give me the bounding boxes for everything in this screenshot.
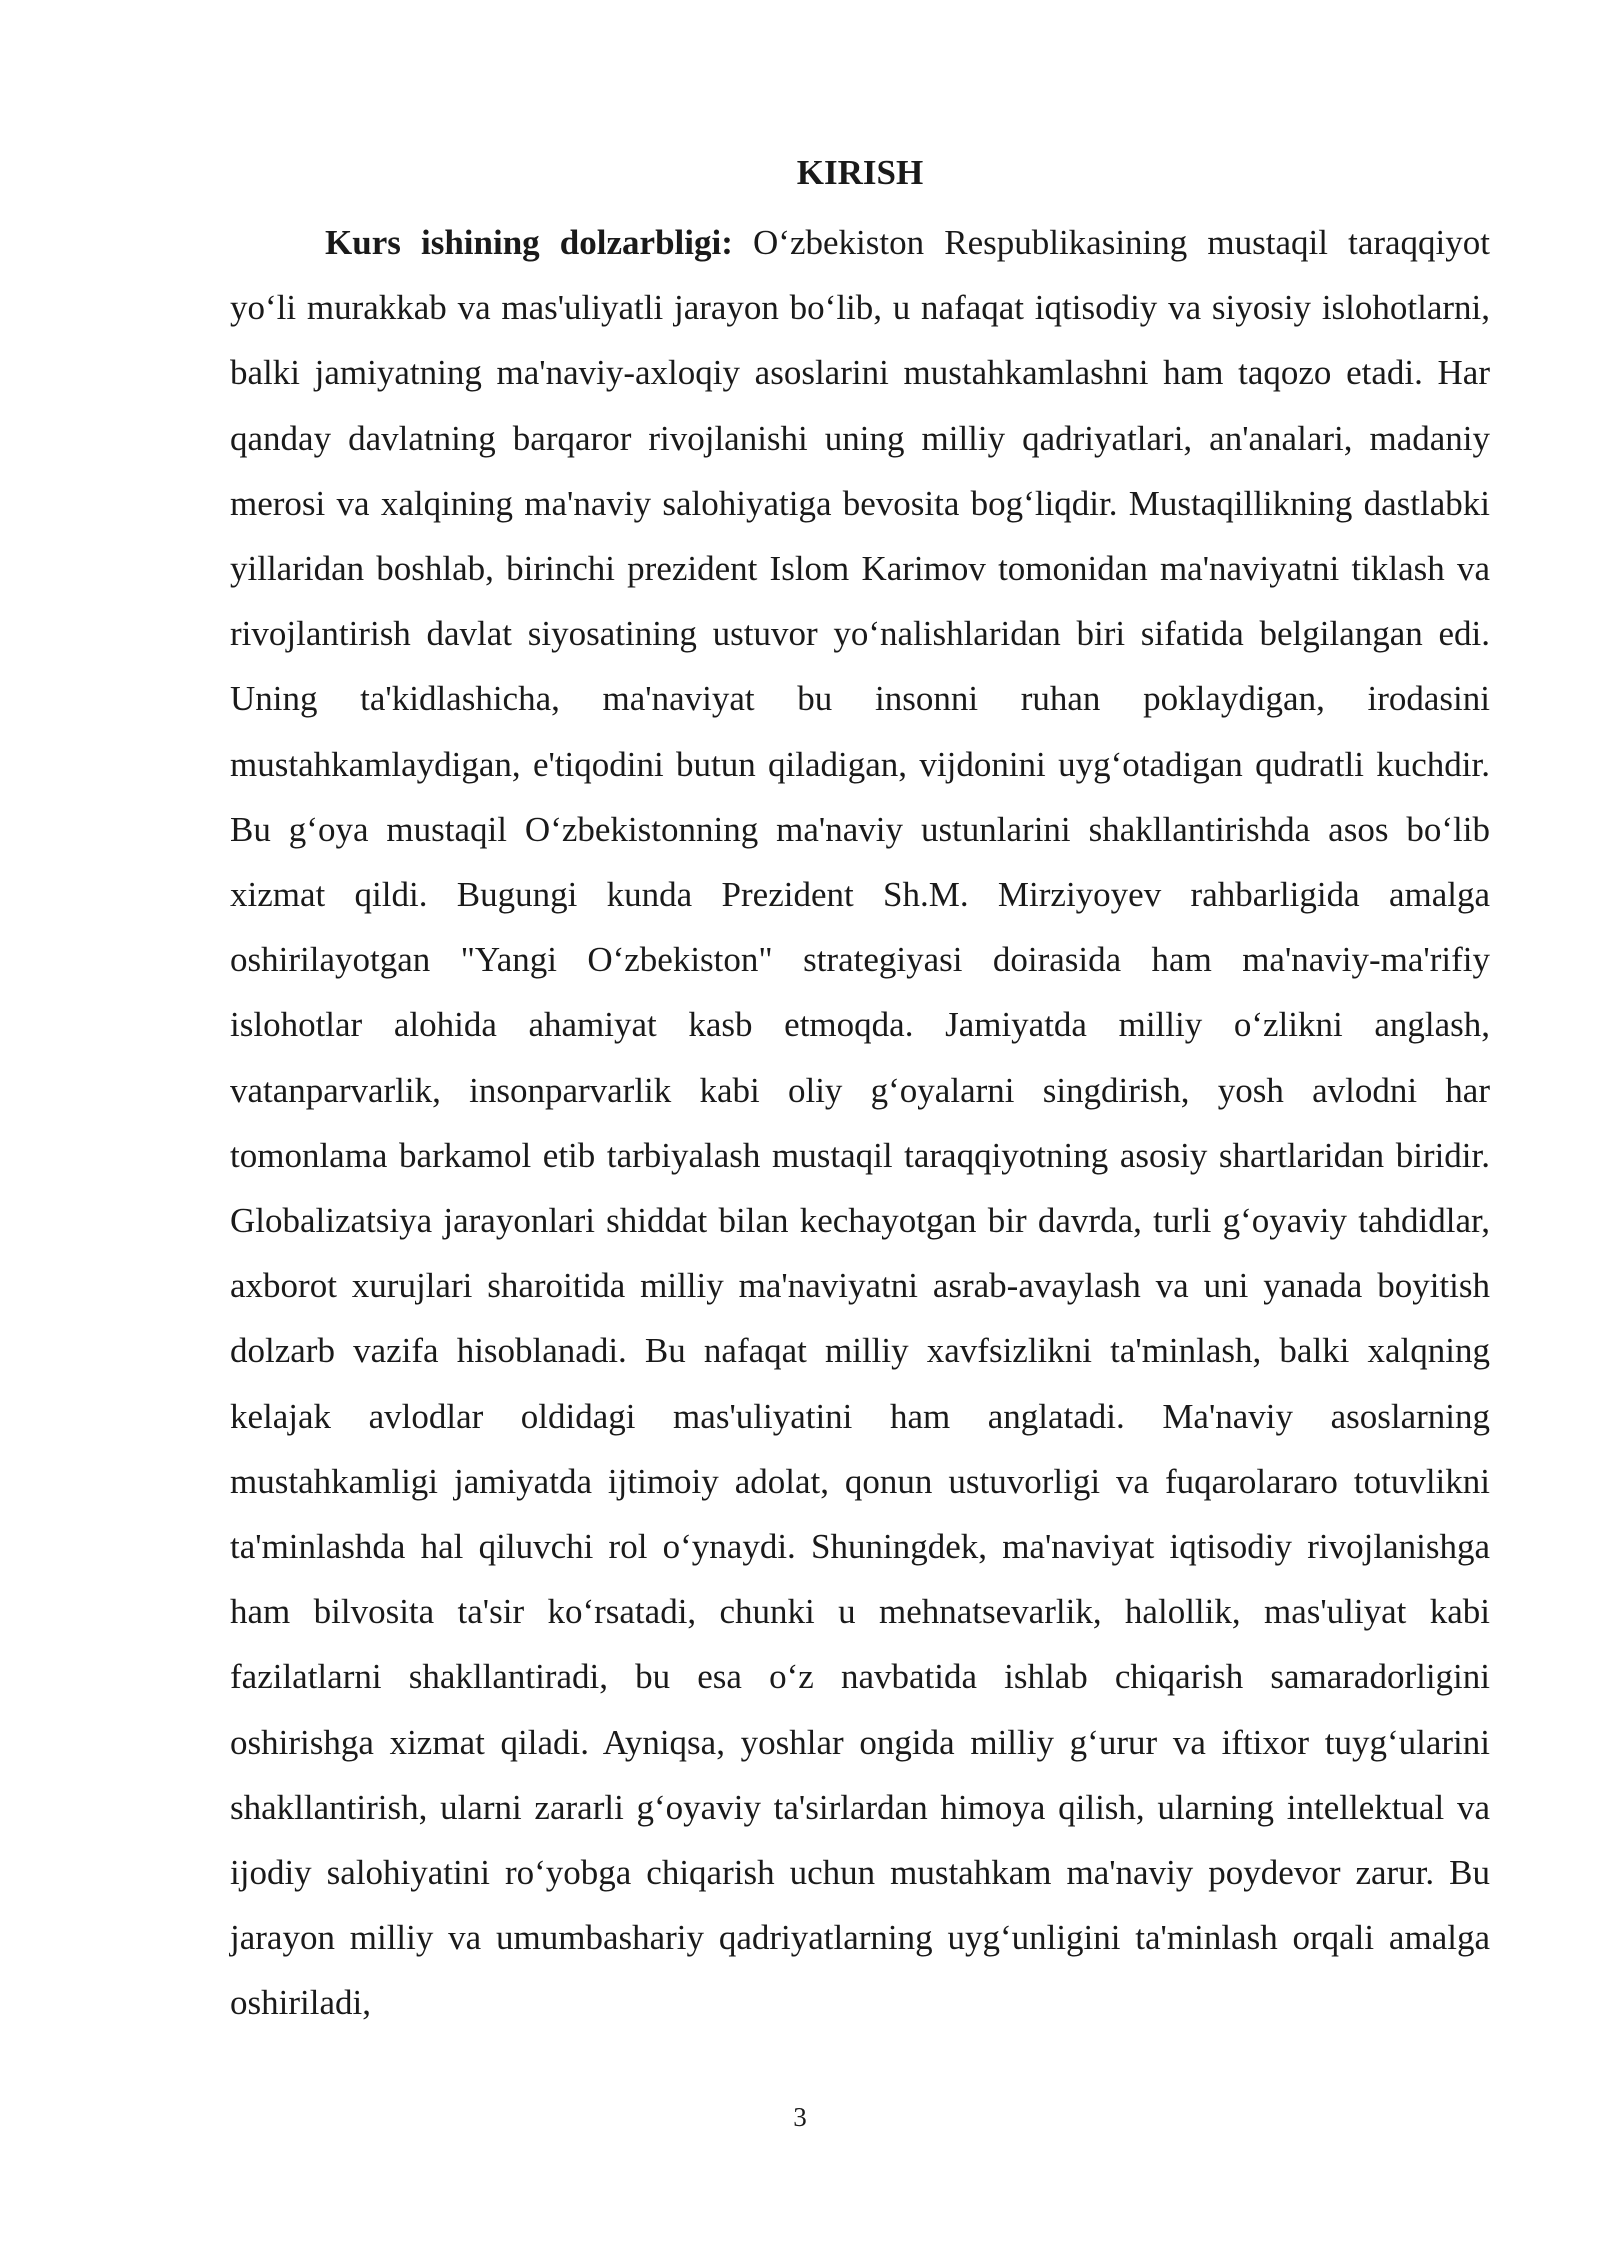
section-heading: KIRISH (796, 153, 924, 192)
paragraph-lead: Kurs ishining dolzarbligi: (325, 223, 733, 262)
page-number: 3 (793, 2102, 807, 2132)
paragraph-text: O‘zbekiston Respublikasining mustaqil taraqqiyot yo‘li murakkab va mas'uliyatli jarayon bo‘lib, u nafaqat iqtisodiy va siyosiy islohotlarni, balki jamiyatning ma'naviy-axloqiy asoslarini mustahkamlashni ham taqozo etadi. Har qanday davlatning barqaror rivojlanishi uning milliy qadriyatlari, an'analari, madaniy merosi va xalqining ma'naviy salohiyatiga bevosita bog‘liqdir. Mustaqillikning dastlabki yillaridan boshlab, birinchi prezident Islom Karimov tomonidan ma'naviyatni tiklash va rivojlantirish davlat siyosatining ustuvor yo‘nalishlaridan biri sifatida belgilangan edi. Uning ta'kidlashicha, ma'naviyat bu insonni ruhan poklaydigan, irodasini mustahkamlaydigan, e'tiqodini butun qiladigan, vijdonini uyg‘otadigan qudratli kuchdir. Bu g‘oya mustaqil O‘zbekistonning ma'naviy ustunlarini shakllantirishda asos bo‘lib xizmat qildi. Bugungi kunda Prezident Sh.M. Mirziyoyev rahbarligida amalga oshirilayotgan "Yangi O‘zbekiston" strategiyasi doirasida ham ma'naviy-ma'rifiy islohotlar alohida ahamiyat kasb etmoqda. Jamiyatda milliy o‘zlikni anglash, vatanparvarlik, insonparvarlik kabi oliy g‘oyalarni singdirish, yosh avlodni har tomonlama barkamol etib tarbiyalash mustaqil taraqqiyotning asosiy shartlaridan biridir. Globalizatsiya jarayonlari shiddat bilan kechayotgan bir davrda, turli g‘oyaviy tahdidlar, axborot xurujlari sharoitida milliy ma'naviyatni asrab-avaylash va uni yanada boyitish dolzarb vazifa hisoblanadi. Bu nafaqat milliy xavfsizlikni ta'minlash, balki xalqning kelajak avlodlar oldidagi mas'uliyatini ham anglatadi. Ma'naviy asoslarning mustahkamligi jamiyatda ijtimoiy adolat, qonun ustuvorligi va fuqarolararo totuvlikni ta'minlashda hal qiluvchi rol o‘ynaydi. Shuningdek, ma'naviyat iqtisodiy rivojlanishga ham bilvosita ta'sir ko‘rsatadi, chunki u mehnatsevarlik, halollik, mas'uliyat kabi fazilatlarni shakllantiradi, bu esa o‘z navbatida ishlab chiqarish samaradorligini oshirishga xizmat qiladi. Ayniqsa, yoshlar ongida milliy g‘urur va iftixor tuyg‘ularini shakllantirish, ularni zararli g‘oyaviy ta'sirlardan himoya qilish, ularning intellektual va ijodiy salohiyatini ro‘yobga chiqarish uchun mustahkam ma'naviy poydevor zarur. Bu jarayon milliy va umumbashariy qadriyatlarning uyg‘unligini ta'minlash orqali amalga oshiriladi, (230, 223, 1490, 2023)
body-paragraph (230, 210, 1490, 2036)
